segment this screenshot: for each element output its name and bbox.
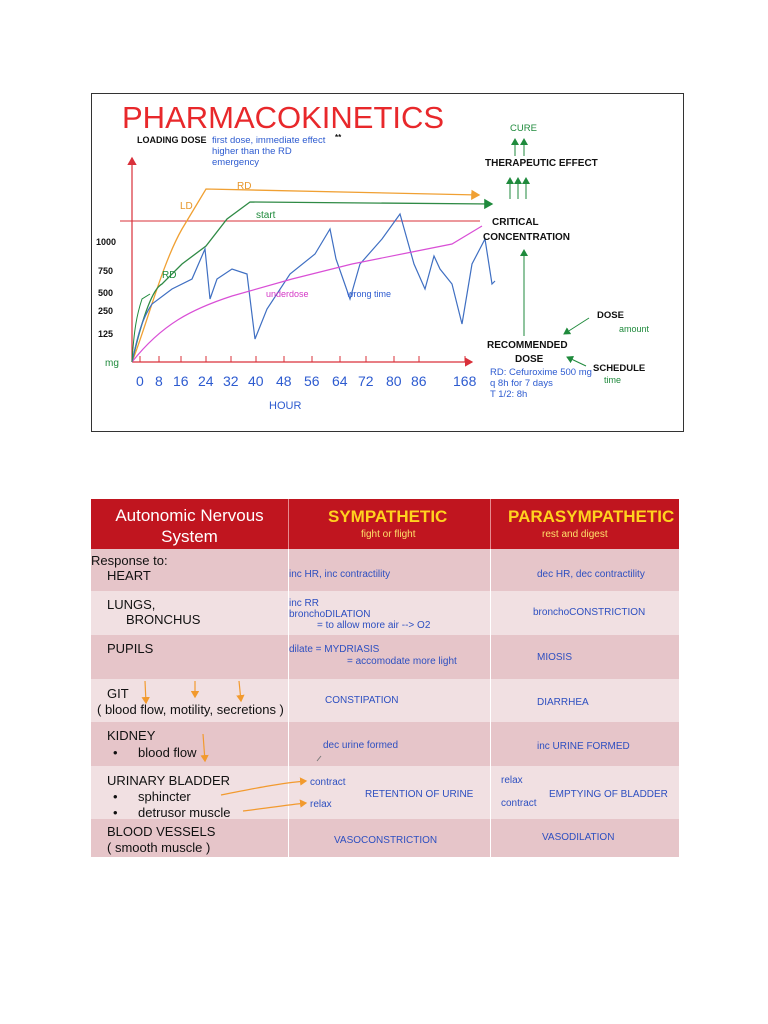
pharmacokinetics-figure xyxy=(91,93,684,432)
organ-kidney: KIDNEY xyxy=(107,728,156,743)
x-tick: 168 xyxy=(453,373,477,389)
recommended-dose-2: DOSE xyxy=(515,354,544,365)
x-tick: 8 xyxy=(155,373,163,389)
x-tick: 48 xyxy=(276,373,292,389)
sym-lungs-1: inc RR xyxy=(289,598,320,609)
rd-note-2: q 8h for 7 days xyxy=(490,378,553,389)
header-sympathetic: SYMPATHETIC xyxy=(328,507,448,526)
dose-label: DOSE xyxy=(597,310,624,321)
rd-note-1: RD: Cefuroxime 500 mg xyxy=(490,367,592,378)
header-col1: Autonomic Nervous System xyxy=(115,506,264,546)
organ-git-detail: ( blood flow, motility, secretions ) xyxy=(97,702,284,717)
wrong-time-curve xyxy=(132,214,495,362)
header-parasympathetic: PARASYMPATHETIC xyxy=(508,507,675,526)
header-sympathetic-sub: fight or flight xyxy=(361,529,416,540)
curve-label-wrong-time: wrong time xyxy=(347,289,392,299)
para-bladder-relax: relax xyxy=(501,775,523,786)
x-tick: 0 xyxy=(136,373,144,389)
para-bladder-result: EMPTYING OF BLADDER xyxy=(549,789,668,800)
curve-label-underdose: underdose xyxy=(266,289,309,299)
organ-git: GIT xyxy=(107,686,129,701)
x-tick: 72 xyxy=(358,373,374,389)
organ-urinary-bladder: URINARY BLADDER xyxy=(107,773,231,788)
cure-label: CURE xyxy=(510,123,537,134)
organ-detrusor: detrusor muscle xyxy=(138,805,231,820)
y-tick-250: 250 xyxy=(98,306,114,316)
sym-git: CONSTIPATION xyxy=(325,695,399,706)
curve-label-ld: LD xyxy=(180,201,193,212)
sym-bladder-contract: contract xyxy=(310,777,346,788)
sym-lungs-2: bronchoDILATION xyxy=(289,609,371,620)
loading-dose-note-3: emergency xyxy=(212,157,259,168)
critical-label-1: CRITICAL xyxy=(492,217,539,228)
y-tick-125: 125 xyxy=(98,329,114,339)
loading-dose-note-2: higher than the RD xyxy=(212,146,292,157)
x-tick: 56 xyxy=(304,373,320,389)
organ-heart: HEART xyxy=(107,568,151,583)
bullet: • xyxy=(113,745,118,760)
sym-bladder-relax: relax xyxy=(310,799,332,810)
ans-table xyxy=(91,499,679,857)
organ-pupils: PUPILS xyxy=(107,641,154,656)
y-tick-750: 750 xyxy=(98,266,114,276)
header-parasympathetic-sub: rest and digest xyxy=(542,529,608,540)
x-axis-label: HOUR xyxy=(269,400,302,412)
x-tick: 80 xyxy=(386,373,402,389)
para-pupils: MIOSIS xyxy=(537,652,573,663)
schedule-sub: time xyxy=(604,375,622,385)
recommended-dose-1: RECOMMENDED xyxy=(487,340,568,351)
sym-vessels: VASOCONSTRICTION xyxy=(334,835,438,846)
x-axis-ticks xyxy=(140,356,465,362)
organ-bronchus: BRONCHUS xyxy=(126,612,201,627)
para-git: DIARRHEA xyxy=(537,697,589,708)
y-tick-500: 500 xyxy=(98,288,114,298)
x-tick: 32 xyxy=(223,373,239,389)
rd-note-3: T 1/2: 8h xyxy=(490,389,528,400)
pharmacokinetics-graph xyxy=(92,94,683,431)
curve-label-rd: RD xyxy=(162,270,177,281)
schedule-label: SCHEDULE xyxy=(593,363,646,374)
curve-label-start: start xyxy=(256,210,276,221)
x-tick: 40 xyxy=(248,373,264,389)
sym-bladder-result: RETENTION OF URINE xyxy=(365,789,474,800)
bullet: • xyxy=(113,805,118,820)
critical-label-2: CONCENTRATION xyxy=(483,232,571,243)
x-tick: 24 xyxy=(198,373,214,389)
dose-sub: amount xyxy=(619,324,650,334)
curve-label-rd-top: RD xyxy=(237,181,252,192)
para-vessels: VASODILATION xyxy=(542,832,615,843)
organ-blood-vessels: BLOOD VESSELS xyxy=(107,824,216,839)
therapeutic-effect-label: THERAPEUTIC EFFECT xyxy=(485,158,598,169)
sym-pupils-2: = accomodate more light xyxy=(347,656,457,667)
loading-dose-mark: ** xyxy=(335,133,342,142)
x-tick: 86 xyxy=(411,373,427,389)
sym-kidney: dec urine formed xyxy=(323,740,399,751)
y-unit: mg xyxy=(105,358,119,369)
para-heart: dec HR, dec contractility xyxy=(537,569,645,580)
organ-sphincter: sphincter xyxy=(138,789,191,804)
x-tick: 16 xyxy=(173,373,189,389)
organ-lungs: LUNGS, xyxy=(107,597,156,612)
para-lungs: bronchoCONSTRICTION xyxy=(533,607,646,618)
sym-heart: inc HR, inc contractility xyxy=(289,569,391,580)
loading-dose-label: LOADING DOSE xyxy=(137,135,207,145)
organ-blood-vessels-detail: ( smooth muscle ) xyxy=(107,840,211,855)
y-tick-1000: 1000 xyxy=(96,237,117,247)
sym-lungs-3: = to allow more air --> O2 xyxy=(317,620,431,631)
para-bladder-contract: contract xyxy=(501,798,537,809)
graph-title: PHARMACOKINETICS xyxy=(122,100,445,135)
sym-pupils-1: dilate = MYDRIASIS xyxy=(289,644,380,655)
bullet: • xyxy=(113,789,118,804)
para-kidney: inc URINE FORMED xyxy=(537,741,630,752)
x-tick: 64 xyxy=(332,373,348,389)
loading-dose-note-1: first dose, immediate effect xyxy=(212,135,326,146)
response-to-label: Response to: xyxy=(91,553,168,568)
organ-kidney-detail: blood flow xyxy=(138,745,197,760)
